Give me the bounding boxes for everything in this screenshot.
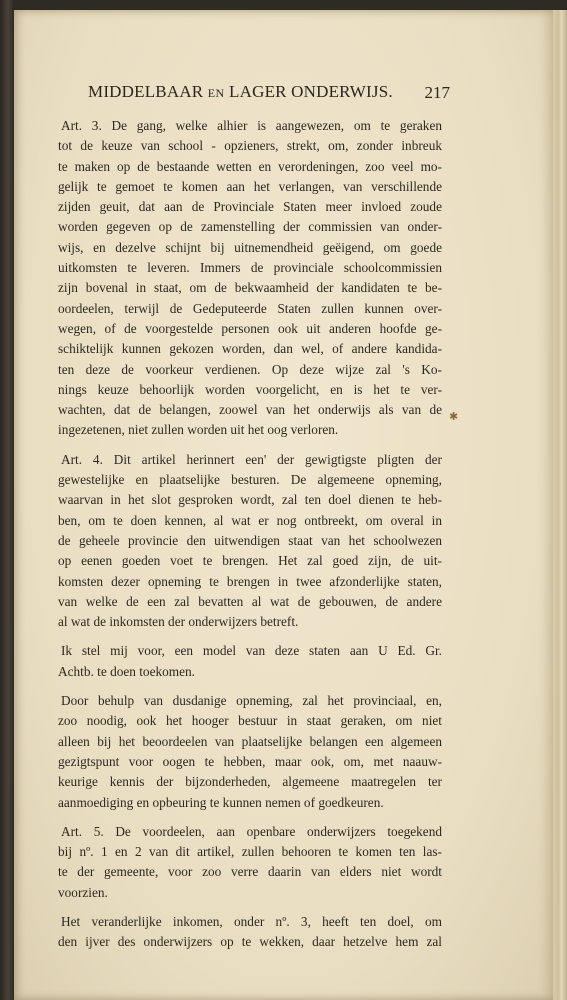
text-line: waarvan in het slot gesproken wordt, zal ten doel dienen te heb-	[58, 492, 442, 508]
text-line: zijn bovenal in staat, om de bekwaamheid der kandidaten te be-	[58, 280, 442, 296]
text-line: Art. 4. Dit artikel herinnert een' der gewigtigste pligten der	[61, 451, 442, 467]
text-line: tot de keuze van school - opzieners, strekt, om, zonder inbreuk	[58, 138, 442, 154]
text-line: zoo noodig, ook het hooger bestuur in staat geraken, om niet	[58, 713, 442, 729]
page-header	[72, 82, 450, 108]
text-line: den ijver des onderwijzers op te wekken, daar hetzelve hem zal	[58, 934, 442, 950]
text-line: alleen bij het beoordeelen van plaatselijke belangen een algemeen	[58, 733, 442, 749]
text-line: ben, om te doen kennen, al wat er nog ontbreekt, om overal in	[58, 512, 442, 528]
page-edge	[553, 10, 567, 1000]
running-head-part1: MIDDELBAAR	[88, 82, 204, 101]
text-line: voorzien.	[58, 884, 108, 900]
paragraph	[58, 450, 442, 633]
text-line: wachten, dat de belangen, zoowel van het onderwijs als van de	[58, 402, 442, 418]
page-number: 217	[424, 83, 450, 102]
paragraph	[58, 691, 442, 813]
printer-mark-icon: ✱	[449, 410, 459, 423]
text-line: te der gemeente, voor zoo verre daarin van elders niet wordt	[58, 864, 442, 880]
text-line: wegen, of de voorgestelde personen ook uit anderen hoofde ge-	[58, 320, 442, 336]
text-line: komsten dezer opneming te brengen in twee afzonderlijke staten,	[58, 573, 442, 589]
text-line: te maken op de bestaande wetten en verordeningen, zoo veel mo-	[58, 158, 442, 174]
text-line: de geheele provincie den uitwendigen staat van het schoolwezen	[58, 532, 442, 548]
text-line: van welke de een zal bevatten al wat de gebouwen, de andere	[58, 593, 442, 609]
text-line: worden gegeven op de zamenstelling der commissien van onder-	[58, 219, 442, 235]
text-line: op eenen goeden voet te brengen. Het zal goed zijn, de uit-	[58, 553, 442, 569]
text-line: nings keuze behoorlijk worden voorgelicht, en is het te ver-	[58, 381, 442, 397]
text-line: gewestelijke en plaatselijke besturen. De algemeene opneming,	[58, 472, 442, 488]
text-line: wijs, en dezelve schijnt bij uitnemendheid geëigend, om goede	[58, 239, 442, 255]
running-head-part2: LAGER ONDERWIJS.	[229, 82, 393, 101]
text-line: al wat de inkomsten der onderwijzers betreft.	[58, 614, 299, 630]
text-line: schiktelijk kunnen gekozen worden, dan wel, of andere kandida-	[58, 341, 442, 357]
paragraph	[58, 912, 442, 953]
text-line: ten deze de voorkeur verdienen. Op deze wijze zal 's Ko-	[58, 361, 442, 377]
text-line: Achtb. te doen toekomen.	[58, 663, 195, 679]
text-line: Art. 3. De gang, welke alhier is aangewezen, om te geraken	[61, 118, 442, 133]
text-line: oordeelen, terwijl de Gedeputeerde Staten zullen kunnen over-	[58, 300, 442, 316]
text-line: keurige kennis der bijzonderheden, algemeene maatregelen ter	[58, 774, 442, 790]
paragraph	[58, 116, 442, 441]
text-line: gelijk te gemoet te komen aan het verlangen, van verschillende	[58, 178, 442, 194]
running-head	[88, 82, 393, 102]
text-line: Het veranderlijke inkomen, onder nº. 3, heeft ten doel, om	[61, 913, 442, 929]
text-line: uitkomsten te leveren. Immers de provinciale schoolcommissien	[58, 260, 442, 276]
paragraph	[58, 641, 442, 682]
text-line: Art. 5. De voordeelen, aan openbare onderwijzers toegekend	[61, 823, 442, 839]
text-line: gezigtspunt voor oogen te hebben, maar ook, om, met naauw-	[58, 753, 442, 769]
running-head-small: EN	[207, 86, 225, 100]
body-text	[58, 116, 442, 953]
text-line: zijden geuit, dat aan de Provinciale Staten meer invloed zoude	[58, 199, 442, 215]
text-line: aanmoediging en opbeuring te kunnen nemen of goedkeuren.	[58, 794, 384, 810]
text-line: Ik stel mij voor, een model van deze staten aan U Ed. Gr.	[61, 643, 442, 659]
text-line: Door behulp van dusdanige opneming, zal het provinciaal, en,	[61, 693, 442, 709]
text-line: bij nº. 1 en 2 van dit artikel, zullen behooren te komen ten las-	[58, 844, 442, 860]
text-line: ingezetenen, niet zullen worden uit het oog verloren.	[58, 422, 339, 438]
paragraph	[58, 822, 442, 903]
